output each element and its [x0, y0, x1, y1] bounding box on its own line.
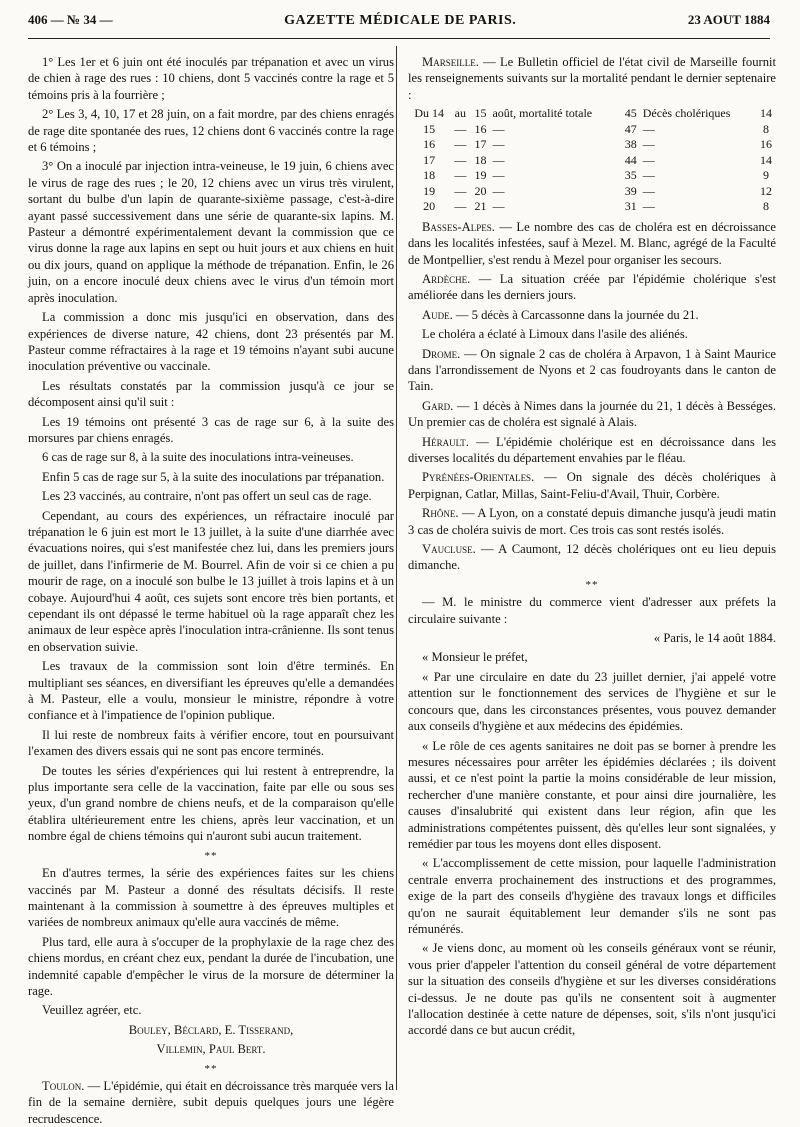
signature-line: Villemin, Paul Bert.	[156, 1042, 266, 1057]
table-cell: —	[492, 168, 505, 183]
table-cell: 44	[624, 152, 637, 167]
section-heading: Ardèche.	[422, 271, 471, 286]
section-heading: Marseille.	[422, 55, 479, 69]
paragraph: 6 cas de rage sur 8, à la suite des inoculations intra-veineuses.	[42, 450, 354, 465]
section-heading: Hérault.	[422, 434, 469, 449]
left-column	[28, 54, 394, 1126]
table-cell: août, mortalité totale	[492, 106, 593, 121]
section-text: — La situation créée par l'épidémie cholérique s'est améliorée dans les derniers jours.	[408, 271, 776, 303]
table-row	[408, 137, 776, 153]
table-row	[408, 153, 776, 169]
table-cell: 18	[474, 152, 487, 167]
table-cell: 15	[423, 121, 436, 136]
paragraph: De toutes les séries d'expériences qui lui restent à entreprendre, la plus importante sera celle de la vaccination, faite par elle ou sous ses yeux, d'un grand nombre de chiens neufs, et de la comparaison qu'elle établira ultérieurement entre les chiens, après leur vaccination, et un nombre égal de chiens témoins qui n'auront subi aucun traitement.	[28, 763, 394, 844]
table-cell: 31	[624, 199, 637, 214]
table-cell: 45	[624, 106, 637, 121]
section-heading: Basses-Alpes.	[422, 219, 495, 234]
table-cell: —	[454, 199, 467, 214]
table-cell: 20	[474, 183, 487, 198]
section-separator: **	[204, 849, 218, 862]
table-cell: 17	[474, 137, 487, 152]
table-cell: 8	[762, 121, 769, 136]
table-cell: —	[642, 199, 655, 214]
paragraph: En d'autres termes, la série des expériences faites sur les chiens vaccinés par M. Pasteur a donné des résultats décisifs. Il reste maintenant à la commission à soumettre à des épreuves multiples et variées de nombreux animaux qu'elle aura vaccinés de même.	[28, 866, 394, 930]
paragraph: Enfin 5 cas de rage sur 5, à la suite des inoculations par trépanation.	[42, 469, 385, 484]
table-cell: 19	[474, 168, 487, 183]
paragraph: — M. le ministre du commerce vient d'adresser aux préfets la circulaire suivante :	[408, 595, 776, 626]
section-text: — On signale des décès cholériques à Perpignan, Catlar, Millas, Saint-Feliu-d'Avail, Thuir, Corbère.	[408, 470, 776, 501]
section-separator: **	[204, 1062, 218, 1075]
paragraph: Veuillez agréer, etc.	[42, 1003, 142, 1018]
paragraph: 1° Les 1er et 6 juin ont été inoculés par trépanation et avec un virus de chien à rage des rues : 10 chiens, dont 5 vaccinés contre la rage et 5 témoins pris à la fourrière ;	[28, 55, 394, 102]
table-cell: —	[454, 183, 467, 198]
table-row	[408, 122, 776, 138]
section-heading: Toulon.	[42, 1078, 85, 1093]
section-text: — L'épidémie, qui était en décroissance très marquée vers la fin de la semaine dernière, subit depuis quelques jours une légère recrudescence.	[28, 1078, 394, 1126]
rhone-paragraph	[408, 505, 776, 538]
table-cell: 17	[423, 152, 436, 167]
basses-alpes-paragraph	[408, 219, 776, 268]
paragraph: 2° Les 3, 4, 10, 17 et 28 juin, on a fait mordre, par des chiens enragés de rage dite spontanée des rues, 12 chiens dont 6 vaccinés contre la rage et 6 témoins ;	[28, 107, 394, 155]
page-number: 406 — № 34 —	[28, 12, 113, 27]
table-cell: 39	[624, 183, 637, 198]
table-cell: —	[642, 152, 655, 167]
paragraph: Les travaux de la commission sont loin d'être terminés. En multipliant ses séances, en diversifiant les épreuves qu'elle a demandées à M. Pasteur, elle a voulu, monsieur le ministre, répondre à votre confiance et à l'impatience de l'opinion publique.	[28, 659, 394, 723]
paragraph: « Par une circulaire en date du 23 juillet dernier, j'ai appelé votre attention sur le fonctionnement des services de l'hygiène et sur le concours que, dans les circonstances présentes, vous pouvez demander aux conseils d'hygiène et aux médecins des épidémies.	[408, 669, 776, 734]
drome-paragraph	[408, 346, 776, 395]
table-row	[408, 184, 776, 200]
table-cell: 35	[624, 168, 637, 183]
table-row	[408, 168, 776, 184]
pyrenees-paragraph	[408, 469, 776, 502]
table-cell: 38	[624, 137, 637, 152]
section-heading: Gard.	[422, 398, 454, 413]
table-cell: 16	[759, 137, 772, 152]
section-text: — Le nombre des cas de choléra est en décroissance dans les localités infestées, sauf à Mezel. M. Blanc, agrégé de la Faculté de Montpellier, s'est rendu à Mezel pour organiser les secours.	[408, 219, 776, 267]
marseille-paragraph	[408, 54, 776, 103]
table-cell: 14	[759, 106, 772, 121]
section-heading: Aude.	[422, 307, 453, 322]
dateline: « Paris, le 14 août 1884.	[653, 631, 776, 646]
journal-title: GAZETTE MÉDICALE DE PARIS.	[284, 13, 517, 28]
section-text: — A Caumont, 12 décès cholériques ont eu lieu depuis dimanche.	[408, 542, 776, 573]
section-separator: **	[585, 578, 599, 591]
table-cell: 8	[762, 199, 769, 214]
paragraph: Les 23 vaccinés, au contraire, n'ont pas offert un seul cas de rage.	[42, 489, 372, 504]
vaucluse-paragraph	[408, 541, 776, 574]
toulon-paragraph	[28, 1078, 394, 1127]
section-text: — 1 décès à Nimes dans la journée du 21, 1 décès à Bességes. Un premier cas de choléra est signalé à Alais.	[408, 398, 776, 430]
table-row	[408, 199, 776, 215]
section-heading: Vaucluse.	[422, 542, 476, 557]
table-cell: —	[642, 183, 655, 198]
paragraph: « Le rôle de ces agents sanitaires ne doit pas se borner à prendre les mesures nécessaires pour arrêter les épidémies déclarées ; ils doivent aussi, et ce n'est point la partie la moins considérable de leur mission, rechercher d'une manière constante, et pour ainsi dire journalière, les causes d'insalubrité qui existent dans leur région, afin que les administrations compétentes puissent, dès qu'elles leur sont signalées, y remédier par tous les moyens dont elles disposent.	[408, 738, 776, 851]
paragraph: Cependant, au cours des expériences, un réfractaire inoculé par trépanation le 6 juin est mort le 13 juillet, à la suite d'une diarrhée avec évacuations noires, qui s'est manifestée chez lui, dans les premiers jours de juillet, dans l'infirmerie de M. Bourrel. Afin de voir si ce chien a pu mourir de rage, on a inoculé son bulbe le 13 juillet à trois lapins et à un cobaye. Aujourd'hui 4 août, ces sujets sont encore très bien portants, et cependant ils ont dépassé le terme habituel où la rage apparaît chez les animaux de leur espèce après l'inoculation intra-crânienne. Ils sont tenus en observation suivie.	[28, 508, 394, 654]
signature-line: Bouley, Béclard, E. Tisserand,	[128, 1022, 294, 1037]
section-heading: Rhône.	[422, 506, 459, 521]
table-cell: au	[454, 106, 466, 121]
section-heading: Pyrénées-Orientales.	[422, 470, 535, 485]
table-cell: 16	[474, 121, 487, 136]
table-cell: —	[454, 152, 467, 167]
section-heading: Drome.	[422, 346, 461, 361]
section-text: — A Lyon, on a constaté depuis dimanche jusqu'à jeudi matin 3 cas de choléra suivis de mort. Ces trois cas sont restés isolés.	[408, 506, 776, 537]
table-cell: —	[492, 121, 505, 136]
table-cell: 12	[759, 183, 772, 198]
table-cell: —	[492, 199, 505, 214]
table-cell: —	[492, 152, 505, 167]
table-cell: —	[492, 137, 505, 152]
paragraph: 3° On a inoculé par injection intra-veineuse, le 19 juin, 6 chiens avec le virus de rage des rues ; le 20, 12 chiens avec un virus très virulent, sortant du bulbe d'un lapin de quarante-sixième passage, c'est-à-dire ayant passé successivement dans une série de quarante-six lapins. M. Pasteur a démontré expérimentalement devant la commission que ce virus donne la rage aux lapins en sept ou huit jours et aux chiens en huit ou dix jours, quand on applique la méthode de trépanation. Enfin, le 26 juin, on a encore inoculé deux chiens avec le virus d'un témoin mort après inoculation.	[28, 159, 394, 305]
paragraph: Les 19 témoins ont présenté 3 cas de rage sur 6, à la suite des morsures par chiens enragés.	[28, 414, 394, 445]
table-cell: 14	[759, 152, 772, 167]
herault-paragraph	[408, 434, 776, 467]
section-text: — Le Bulletin officiel de l'état civil de Marseille fournit les renseignements suivants sur la mortalité pendant le dernier septenaire :	[408, 55, 776, 102]
table-cell: 19	[423, 183, 436, 198]
table-cell: —	[454, 137, 467, 152]
page-header	[28, 12, 770, 39]
table-cell: —	[642, 168, 655, 183]
table-cell: —	[642, 121, 655, 136]
table-cell: 21	[474, 199, 487, 214]
table-cell: —	[642, 137, 655, 152]
gard-paragraph	[408, 398, 776, 431]
table-cell: 18	[423, 168, 436, 183]
ardeche-paragraph	[408, 271, 776, 304]
table-cell: 47	[624, 121, 637, 136]
section-text: — On signale 2 cas de choléra à Arpavon, 1 à Saint Maurice dans l'arrondissement de Nyons et 2 cas foudroyants dans le canton de Tain.	[408, 346, 776, 394]
table-cell: Décès cholériques	[642, 106, 731, 121]
table-cell: Du 14	[414, 106, 444, 121]
table-cell: 16	[423, 137, 436, 152]
paragraph: Le choléra a éclaté à Limoux dans l'asile des aliénés.	[422, 327, 688, 342]
table-cell: —	[454, 168, 467, 183]
paragraph: « L'accomplissement de cette mission, pour laquelle l'administration centrale enverra prochainement des instructions et des programmes, exige de la part des conseils d'hygiène des travaux longs et difficiles qu'on ne saurait équitablement leur demander s'ils ne sont pas rémunérés.	[408, 856, 776, 936]
table-cell: 9	[762, 168, 769, 183]
table-row	[408, 106, 776, 122]
table-cell: —	[492, 183, 505, 198]
paragraph: « Je viens donc, au moment où les conseils généraux vont se réunir, vous prier d'appeler l'attention du conseil général de votre département sur la situation des conseils d'hygiène et sur les diverses considérations ci-dessus. Je ne doute pas qu'ils ne consentent soit à augmenter l'allocation destinée à cette nature de dépenses, soit, s'ils n'ont jusqu'ici accordé dans ce but aucun crédit,	[408, 941, 776, 1038]
mortality-table	[408, 106, 776, 215]
paragraph: Les résultats constatés par la commission jusqu'à ce jour se décomposent ainsi qu'il suit :	[28, 378, 394, 410]
salutation: « Monsieur le préfet,	[422, 650, 528, 665]
aude-paragraph	[408, 307, 776, 323]
paragraph: Il lui reste de nombreux faits à vérifier encore, tout en poursuivant l'examen des divers essais qui ne sont pas encore terminés.	[28, 727, 394, 759]
section-text: — 5 décès à Carcassonne dans la journée du 21.	[452, 307, 699, 322]
paragraph: La commission a donc mis jusqu'ici en observation, dans des expériences de diverse nature, 42 chiens, dont 23 présentés par M. Pasteur comme réfractaires à la rage et 19 témoins n'ayant subi aucune inoculation préventive ou vaccinale.	[28, 310, 394, 374]
section-text: — L'épidémie cholérique est en décroissance dans les diverses localités du département envahies par le fléau.	[408, 434, 776, 465]
table-cell: 15	[474, 106, 487, 121]
right-column	[408, 54, 776, 1084]
column-divider	[396, 46, 397, 1090]
table-cell: —	[454, 121, 467, 136]
issue-date: 23 AOUT 1884	[687, 12, 770, 27]
table-cell: 20	[423, 199, 436, 214]
paragraph: Plus tard, elle aura à s'occuper de la prophylaxie de la rage chez des chiens mordus, en créant chez eux, pendant la durée de l'incubation, une indemnité capable d'empêcher le virus de la morsure de déterminer la rage.	[28, 934, 394, 998]
